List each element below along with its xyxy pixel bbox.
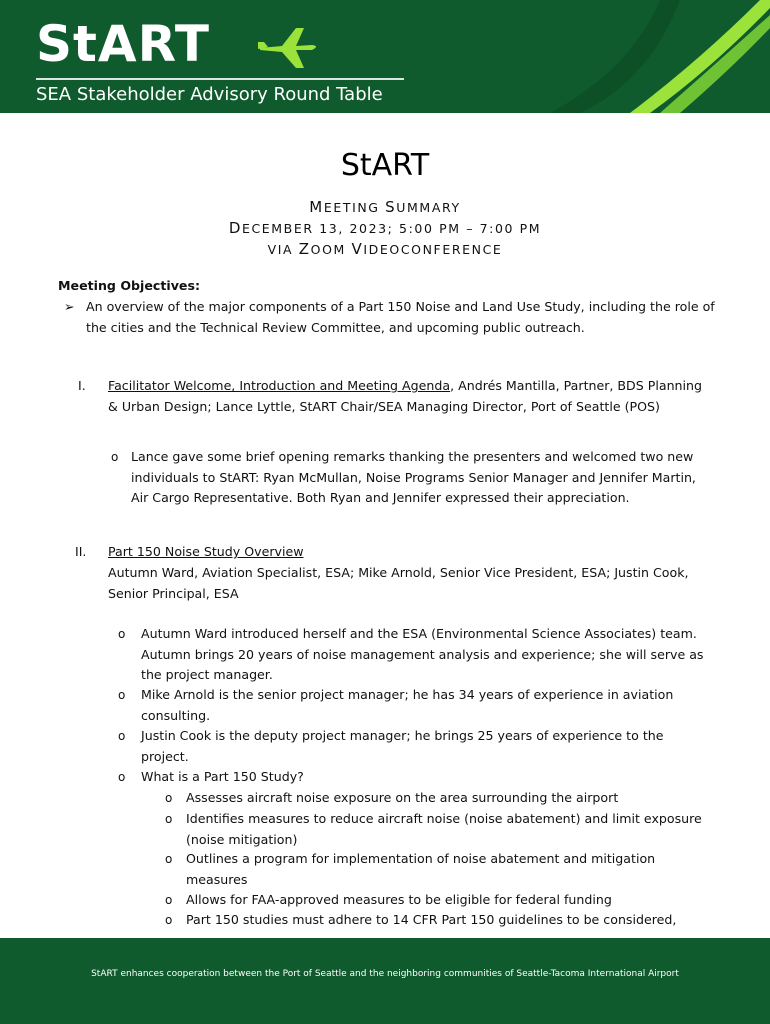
section-title: Part 150 Noise Study Overview: [108, 544, 304, 559]
circle-bullet-icon: o: [165, 791, 173, 805]
section-speakers: Autumn Ward, Aviation Specialist, ESA; Mike Arnold, Senior Vice President, ESA; Justin Cook, Senior Principal, ESA: [108, 565, 689, 601]
section-bullet: Lance gave some brief opening remarks thanking the presenters and welcomed two new individuals to StART: Ryan McMullan, Noise Programs Senior Manager and Jennifer Martin, Air Cargo Representative. Both Ryan and Jennifer expressed their appreciation.: [131, 449, 696, 505]
meeting-venue: VIA ZOOM VIDEOCONFERENCE: [267, 240, 503, 258]
decorative-swoosh: [510, 0, 770, 113]
objectives-heading: Meeting Objectives:: [58, 278, 200, 293]
circle-bullet-icon: o: [118, 627, 126, 641]
section-numeral: II.: [75, 544, 87, 559]
header-banner: [0, 0, 770, 113]
logo-divider: [36, 78, 404, 80]
summary-label: MEETING SUMMARY: [309, 198, 461, 216]
sub-bullet: Identifies measures to reduce aircraft noise (noise abatement) and limit exposure (noise mitigation): [186, 811, 702, 847]
objective-item: An overview of the major components of a Part 150 Noise and Land Use Study, including the role of the cities and the Technical Review Committee, and upcoming public outreach.: [86, 299, 715, 335]
circle-bullet-icon: o: [118, 729, 126, 743]
sub-bullet: Allows for FAA-approved measures to be eligible for federal funding: [186, 892, 612, 907]
circle-bullet-icon: o: [165, 893, 173, 907]
circle-bullet-icon: o: [165, 913, 173, 927]
meeting-date: DECEMBER 13, 2023; 5:00 PM – 7:00 PM: [228, 219, 542, 237]
section-heading: [108, 376, 708, 417]
section-numeral: I.: [78, 378, 86, 393]
sub-bullet: Outlines a program for implementation of noise abatement and mitigation measures: [186, 851, 656, 887]
circle-bullet-icon: o: [118, 688, 126, 702]
sub-bullet: Assesses aircraft noise exposure on the area surrounding the airport: [186, 790, 619, 805]
circle-bullet-icon: o: [118, 770, 126, 784]
circle-bullet-icon: o: [165, 852, 173, 866]
section-bullet: What is a Part 150 Study?: [141, 769, 304, 784]
sub-bullet: Part 150 studies must adhere to 14 CFR Part 150 guidelines to be considered,: [186, 912, 677, 927]
section-title: Facilitator Welcome, Introduction and Meeting Agenda: [108, 378, 451, 393]
section-bullet: Mike Arnold is the senior project manager; he has 34 years of experience in aviation consulting.: [141, 687, 674, 723]
document-title: StART: [340, 148, 430, 183]
circle-bullet-icon: o: [165, 812, 173, 826]
circle-bullet-icon: o: [111, 450, 119, 464]
section-bullet: Justin Cook is the deputy project manager; he brings 25 years of experience to the project.: [141, 728, 664, 764]
logo-text: StART: [36, 15, 210, 73]
footer-banner: [0, 938, 770, 1024]
section-bullet: Autumn Ward introduced herself and the ESA (Environmental Science Associates) team. Autumn brings 20 years of noise management analysis and experience; she will serve as the project manager.: [141, 626, 704, 682]
airplane-icon: [252, 22, 322, 72]
footer-text: StART enhances cooperation between the Port of Seattle and the neighboring communities of Seattle-Tacoma International Airport: [91, 969, 679, 979]
section-speakers: , Andrés Mantilla, Partner, BDS Planning & Urban Design; Lance Lyttle, StART Chair/SEA Managing Director, Port of Seattle (POS): [108, 378, 703, 414]
banner-subtitle: SEA Stakeholder Advisory Round Table: [36, 84, 383, 105]
arrow-bullet-icon: ➢: [64, 299, 75, 314]
